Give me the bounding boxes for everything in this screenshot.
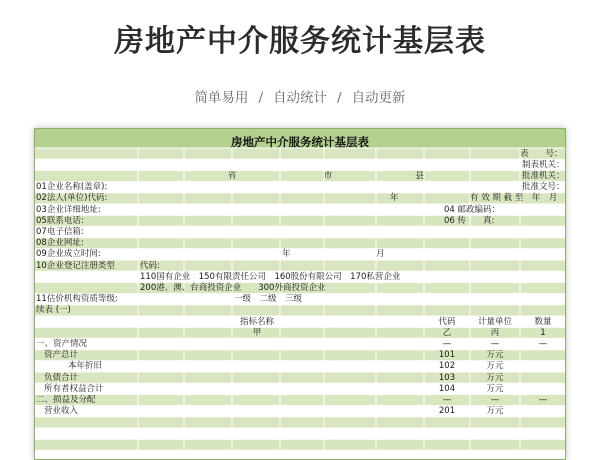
- table-row-name: 二、损益及分配: [36, 395, 96, 405]
- field-legal-code: 02法人(单位)代码:: [36, 193, 108, 204]
- field-website: 08企业网址:: [36, 238, 84, 249]
- table-row-unit: —: [490, 339, 500, 349]
- field-enterprise-name: 01企业名称(盖章):: [36, 182, 108, 193]
- registration-options-1: 110国有企业 150有限责任公司 160股份有限公司 170私营企业: [140, 271, 401, 282]
- header-unit: 计量单位: [477, 316, 512, 327]
- field-postcode: 04 邮政编码：: [444, 204, 501, 215]
- table-row-unit: 万元: [486, 372, 504, 383]
- label-valid-until: 有 效 期 截 至 年 月: [470, 193, 558, 204]
- table-row-quantity: —: [538, 339, 548, 349]
- table-row-unit: 万元: [486, 406, 504, 417]
- table-row-name: 本年折旧: [68, 361, 103, 372]
- field-qualification: 11估价机构资质等级:: [36, 294, 118, 305]
- table-row-unit: 万元: [486, 350, 504, 361]
- grid-row-band: [34, 226, 566, 237]
- table-row-name: 所有者权益合计: [44, 383, 104, 394]
- subtitle-item-auto-update: 自动更新: [351, 90, 406, 106]
- table-row-unit: 万元: [486, 383, 504, 394]
- spreadsheet-form: [34, 128, 566, 460]
- grid-row-band: [34, 182, 566, 193]
- grid-row-band: [34, 238, 566, 249]
- label-city: 市: [323, 171, 333, 181]
- field-email: 07电子信箱:: [36, 227, 84, 237]
- label-doc-no: 批准文号：: [522, 182, 565, 193]
- grid-row-band: [34, 249, 566, 260]
- table-row-name: 资产总计: [44, 350, 79, 361]
- table-row-code: 104: [438, 383, 456, 394]
- field-founded-month: 月: [376, 249, 385, 260]
- field-address: 03企业详细地址:: [36, 204, 101, 215]
- table-row-code: 102: [438, 361, 456, 372]
- sheet-title: 房地产中介服务统计基层表: [231, 135, 369, 149]
- header-item-name: 指标名称: [239, 316, 274, 327]
- grid-row-band: [34, 159, 566, 170]
- subheader-code: 乙: [442, 327, 452, 338]
- label-table-no: 表 号：: [520, 148, 563, 159]
- field-phone: 05联系电话:: [36, 215, 84, 226]
- field-founded: 09企业成立时间:: [36, 249, 101, 260]
- table-row-name: 一、资产情况: [36, 339, 88, 349]
- table-row-unit: 万元: [486, 361, 504, 372]
- table-row-name: 营业收入: [44, 406, 79, 417]
- header-code: 代码: [438, 316, 456, 327]
- label-province: 省: [227, 171, 237, 181]
- grid-row-band: [34, 305, 566, 316]
- subheader-unit: 丙: [490, 327, 500, 338]
- field-registration-type: 10企业登记注册类型: [36, 260, 115, 271]
- registration-options-2: 200港、澳、台商投资企业 300外商投资企业: [140, 283, 326, 293]
- field-year: 年: [390, 193, 399, 204]
- table-row-code: 201: [438, 406, 456, 417]
- subheader-item: 甲: [252, 327, 262, 338]
- table-row-code: —: [442, 339, 452, 349]
- label-county: 县: [415, 171, 424, 181]
- subtitle-item-easy: 简单易用: [194, 90, 249, 106]
- subtitle-separator: /: [337, 90, 342, 106]
- header-quantity: 数量: [534, 316, 552, 327]
- table-row-code: —: [442, 395, 452, 405]
- subheader-quantity: 1: [540, 327, 546, 338]
- label-org: 制表机关：: [522, 159, 565, 170]
- table-row-name: 负债合计: [44, 372, 79, 383]
- grid-row-band: [34, 428, 566, 439]
- subtitle-separator: /: [258, 90, 263, 106]
- subtitle-item-auto-stat: 自动统计: [273, 90, 327, 106]
- continued-label: 续表 (一): [36, 305, 71, 316]
- field-registration-code: 代码:: [140, 260, 160, 271]
- table-row-unit: —: [490, 395, 500, 405]
- grid-row-band: [34, 450, 566, 460]
- page-subtitle: [0, 86, 600, 106]
- table-row-code: 103: [438, 372, 456, 383]
- qualification-levels: 一级 二级 三级: [234, 294, 303, 305]
- table-row-code: 101: [438, 350, 456, 361]
- grid-row-band: [34, 417, 566, 428]
- grid-row-band: [34, 439, 566, 450]
- field-fax: 06 传 真:: [444, 215, 495, 226]
- label-approver: 批准机关：: [522, 171, 565, 181]
- field-founded-year: 年: [282, 249, 291, 260]
- table-row-quantity: —: [538, 395, 548, 405]
- page-title: 房地产中介服务统计基层表: [114, 24, 486, 59]
